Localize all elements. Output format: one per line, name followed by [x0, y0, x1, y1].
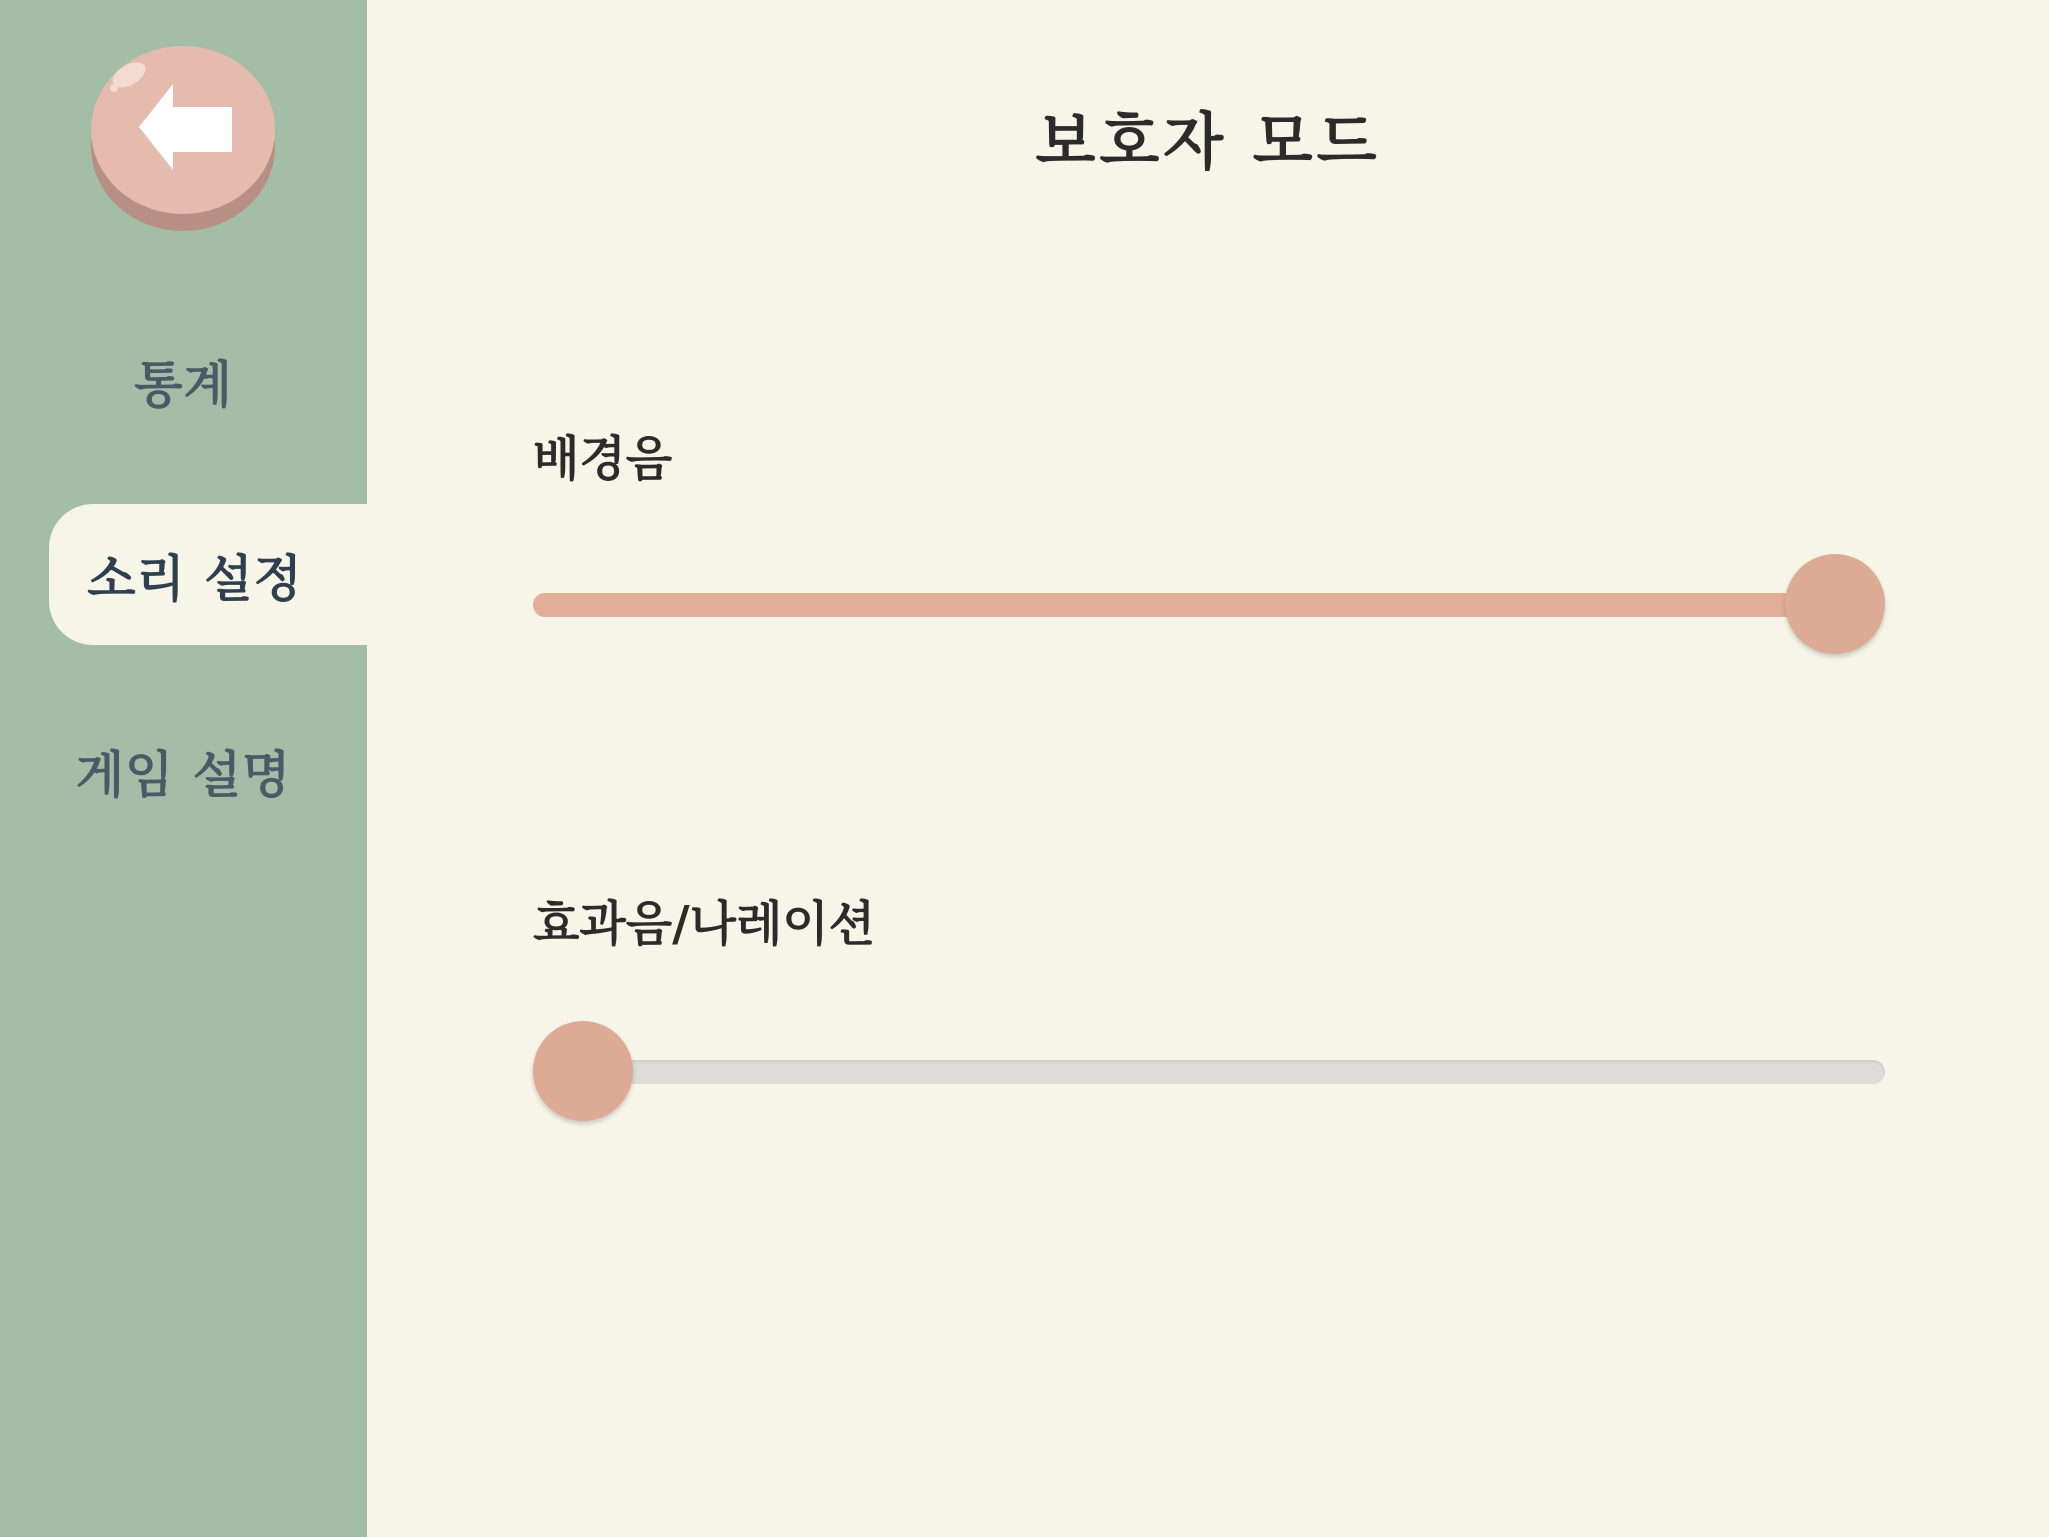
- sidebar-item-sound-settings[interactable]: [49, 504, 367, 645]
- sidebar-item-label: 게임 설명: [75, 746, 292, 804]
- back-button[interactable]: [91, 42, 276, 232]
- sidebar-item-stats[interactable]: [0, 345, 367, 417]
- bgm-volume-slider[interactable]: [533, 554, 1885, 654]
- slider-fill: [533, 593, 1835, 617]
- sidebar: [0, 0, 367, 1537]
- sfx-narration-volume-slider[interactable]: [533, 1021, 1885, 1121]
- bgm-label: 배경음: [533, 431, 673, 487]
- sfx-narration-label: 효과음/나레이션: [533, 896, 876, 952]
- page-title: 보호자 모드: [1035, 105, 1381, 178]
- left-arrow-icon: [91, 42, 276, 232]
- slider-thumb[interactable]: [533, 1021, 633, 1121]
- slider-track: [533, 1060, 1885, 1084]
- sidebar-item-game-guide[interactable]: [0, 735, 367, 807]
- sidebar-item-label: 소리 설정: [87, 549, 303, 608]
- slider-thumb[interactable]: [1785, 554, 1885, 654]
- sidebar-item-label: 통계: [134, 356, 233, 414]
